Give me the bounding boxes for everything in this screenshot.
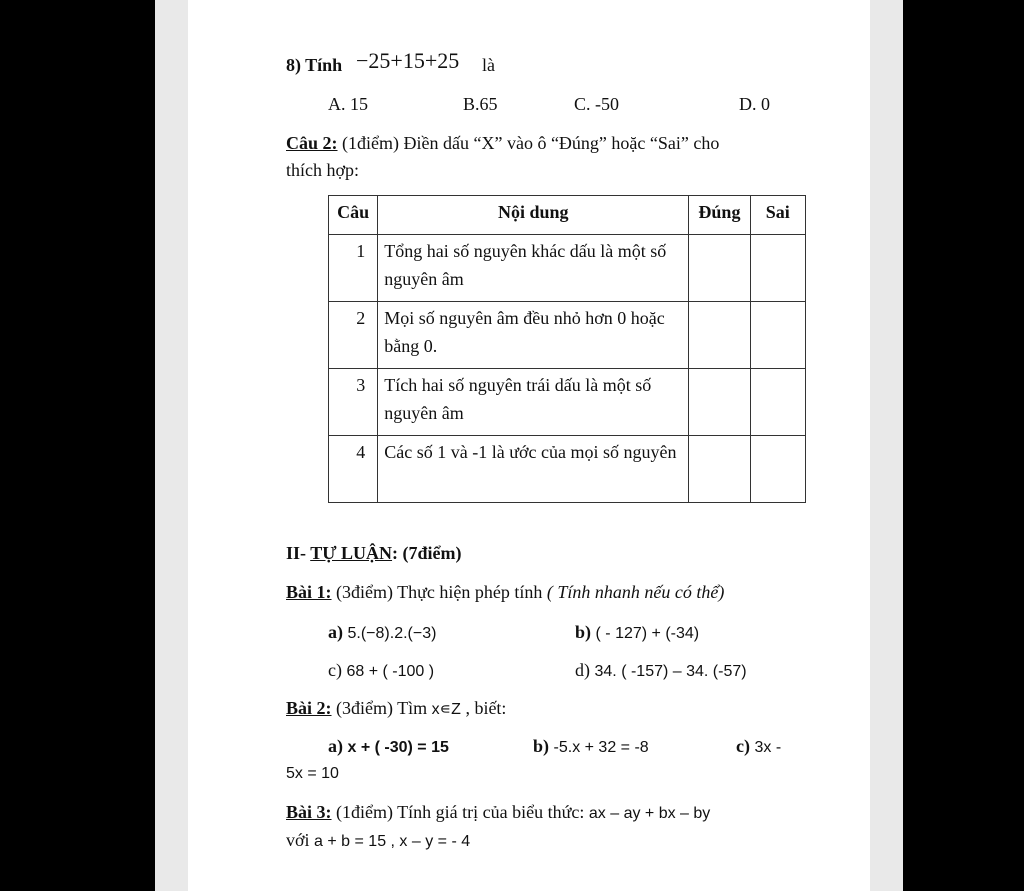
header-sai: Sai xyxy=(750,196,805,235)
document-page xyxy=(188,0,870,891)
bai1-label: Bài 1: xyxy=(286,582,332,602)
q8-option-c: C. -50 xyxy=(574,94,619,114)
bai1-hint: ( Tính nhanh nếu có thể) xyxy=(546,582,725,602)
bai3-label: Bài 3: xyxy=(286,802,332,822)
table-row xyxy=(329,302,806,369)
section2-title: TỰ LUẬN xyxy=(310,543,393,563)
bai2-heading: Bài 2: (3điểm) Tìm x∊Z , biết: xyxy=(286,698,507,718)
bai1-d: d) 34. ( -157) – 34. (-57) xyxy=(575,660,747,680)
row-number: 2 xyxy=(329,302,378,369)
bai1-b: b) ( - 127) + (-34) xyxy=(575,622,700,642)
true-false-table xyxy=(328,195,806,503)
cau2-instruction-line2: thích hợp: xyxy=(286,160,360,180)
left-viewer-gutter xyxy=(155,0,188,891)
bai2-c: c) 3x - xyxy=(736,736,782,756)
right-black-margin xyxy=(903,0,1024,891)
bai2-a: a) x + ( -30) = 15 xyxy=(328,736,449,756)
q8-option-d: D. 0 xyxy=(739,94,770,114)
cau2-text: (1điểm) Điền dấu “X” vào ô “Đúng” hoặc “Sai” cho xyxy=(337,133,720,153)
bai2-label: Bài 2: xyxy=(286,698,332,718)
bai1-c: c) 68 + ( -100 ) xyxy=(328,660,435,680)
sai-cell xyxy=(750,235,805,302)
section2-heading: II- TỰ LUẬN: (7điểm) xyxy=(286,543,462,563)
row-content: Mọi số nguyên âm đều nhỏ hơn 0 hoặc bằng 0. xyxy=(378,302,689,369)
header-dung: Đúng xyxy=(689,196,750,235)
table-row xyxy=(329,369,806,436)
q8-suffix: là xyxy=(482,55,495,75)
q8-option-b: B.65 xyxy=(463,94,498,114)
q8-label: 8) Tính xyxy=(286,55,343,75)
row-content: Tích hai số nguyên trái dấu là một số nguyên âm xyxy=(378,369,689,436)
table-row xyxy=(329,436,806,503)
bai3-condition: với a + b = 15 , x – y = - 4 xyxy=(286,830,471,850)
bai1-heading: Bài 1: (3điểm) Thực hiện phép tính ( Tính nhanh nếu có thể) xyxy=(286,582,725,602)
table-header-row xyxy=(329,196,806,235)
row-number: 3 xyxy=(329,369,378,436)
right-viewer-gutter xyxy=(870,0,903,891)
row-number: 4 xyxy=(329,436,378,503)
sai-cell xyxy=(750,369,805,436)
header-noi-dung: Nội dung xyxy=(378,196,689,235)
sai-cell xyxy=(750,302,805,369)
header-cau: Câu xyxy=(329,196,378,235)
row-content: Tổng hai số nguyên khác dấu là một số nguyên âm xyxy=(378,235,689,302)
dung-cell xyxy=(689,436,750,503)
table-row xyxy=(329,235,806,302)
bai3-heading: Bài 3: (1điểm) Tính giá trị của biểu thức: ax – ay + bx – by xyxy=(286,802,711,822)
q8-option-a: A. 15 xyxy=(328,94,368,114)
left-black-margin xyxy=(0,0,155,891)
row-content: Các số 1 và -1 là ước của mọi số nguyên xyxy=(378,436,689,503)
dung-cell xyxy=(689,302,750,369)
bai2-b: b) -5.x + 32 = -8 xyxy=(533,736,649,756)
row-number: 1 xyxy=(329,235,378,302)
cau2-label: Câu 2: xyxy=(286,133,338,153)
bai1-a: a) 5.(−8).2.(−3) xyxy=(328,622,437,642)
cau2-instruction-line1 xyxy=(286,132,719,154)
sai-cell xyxy=(750,436,805,503)
q8-expression: −25+15+25 xyxy=(356,48,460,73)
dung-cell xyxy=(689,235,750,302)
dung-cell xyxy=(689,369,750,436)
bai2-c-continued: 5x = 10 xyxy=(286,765,339,782)
